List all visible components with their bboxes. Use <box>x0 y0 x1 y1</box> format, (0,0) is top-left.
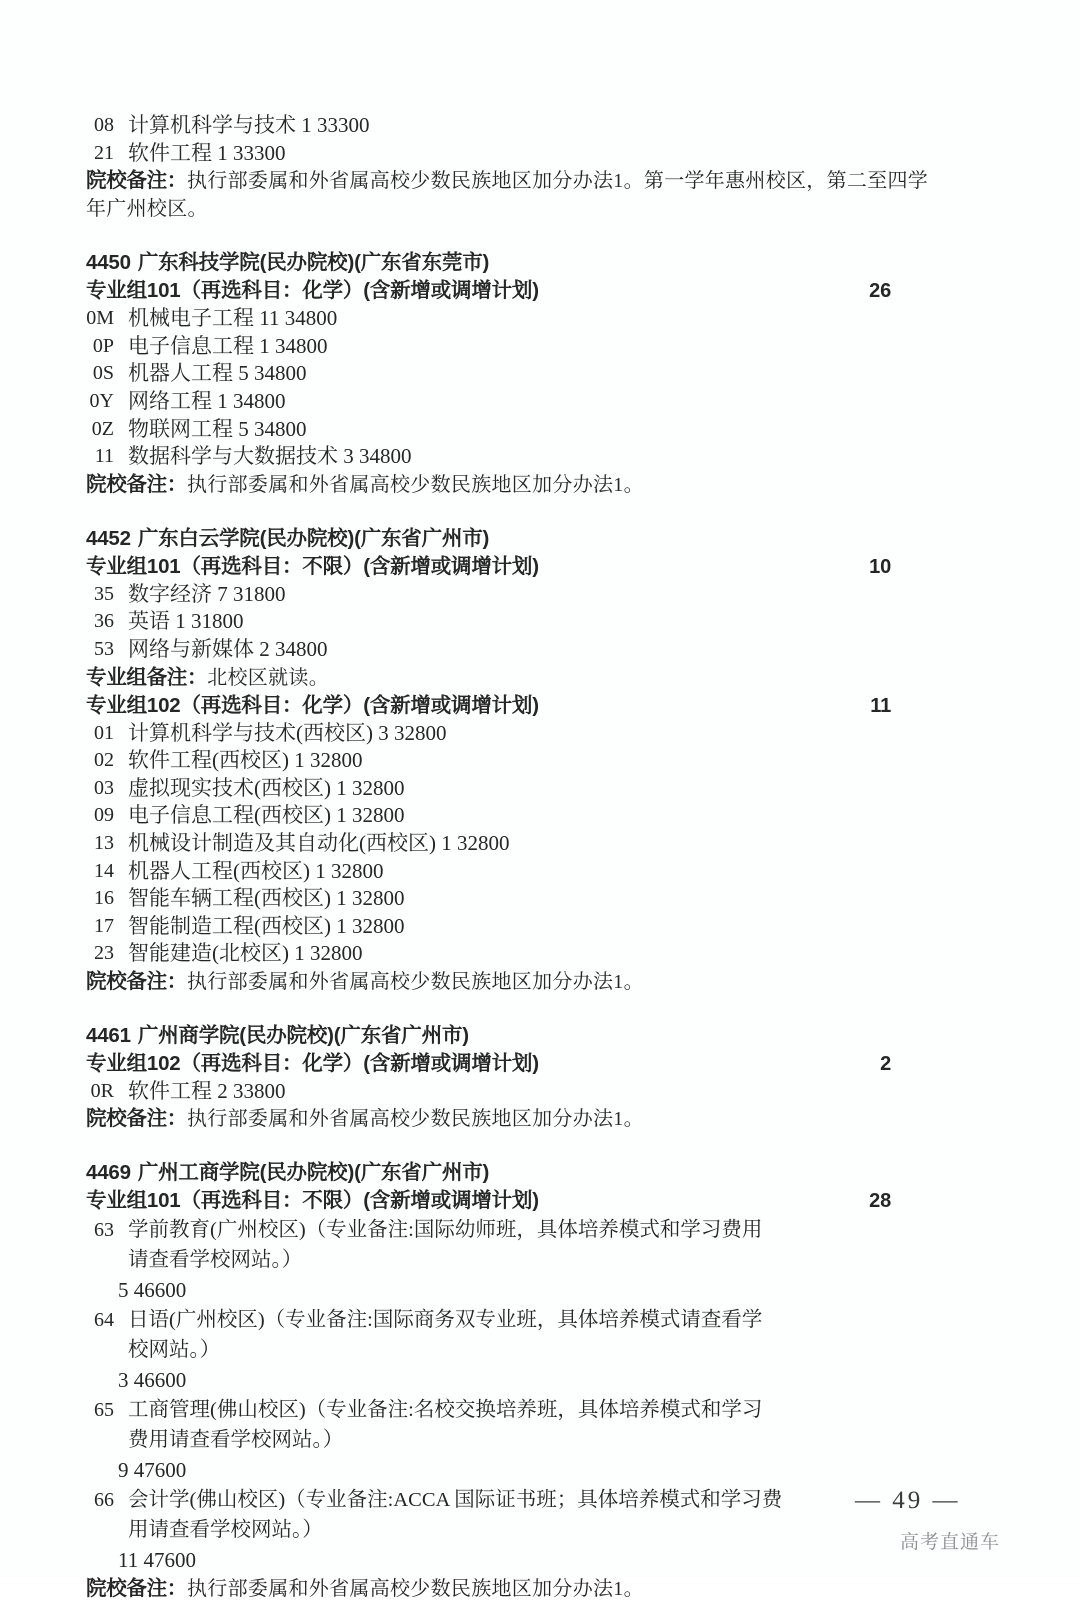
school-block-4469 <box>86 1159 994 1603</box>
major-name <box>118 1485 828 1545</box>
major-fee: 46600 <box>133 1278 187 1303</box>
major-code: 09 <box>94 804 114 827</box>
major-count: 5 <box>118 1278 129 1303</box>
major-fee: 33800 <box>233 1078 286 1103</box>
major-row <box>86 858 994 886</box>
major-count: 1 <box>217 388 228 413</box>
major-name: 机械电子工程 <box>128 306 254 331</box>
major-row <box>86 360 994 388</box>
major-fee: 47600 <box>143 1548 196 1573</box>
major-fee: 34800 <box>254 416 307 441</box>
major-code: 03 <box>94 776 114 799</box>
group-title: 专业组101（再选科目：化学）(含新增或调增计划) <box>86 279 539 303</box>
major-code: 08 <box>94 114 114 136</box>
school-note <box>86 167 986 223</box>
major-code: 66 <box>94 1489 114 1512</box>
major-code: 14 <box>94 859 114 882</box>
school-note-label: 院校备注： <box>86 472 187 496</box>
group-title: 专业组101（再选科目：不限）(含新增或调增计划) <box>86 1189 539 1213</box>
major-code: 0S <box>92 362 114 385</box>
group-note-label: 专业组备注： <box>86 665 208 689</box>
major-code: 0Y <box>89 389 114 412</box>
major-code: 23 <box>94 942 114 965</box>
school-note <box>86 1105 986 1133</box>
group-title: 专业组102（再选科目：化学）(含新增或调增计划) <box>86 1051 539 1075</box>
school-code: 4450 <box>86 251 131 275</box>
major-row <box>86 940 994 968</box>
major-fee: 33300 <box>317 113 370 137</box>
major-name: 数据科学与大数据技术 <box>128 444 338 469</box>
major-name: 机器人工程(西校区) <box>128 858 310 883</box>
school-note-text: 执行部委属和外省属高校少数民族地区加分办法1。 <box>187 1578 644 1601</box>
major-row <box>86 305 994 333</box>
major-row <box>86 802 994 830</box>
major-name: 软件工程 <box>128 140 212 165</box>
major-fee: 32800 <box>352 913 405 938</box>
group-title: 专业组102（再选科目：化学）(含新增或调增计划) <box>86 693 539 717</box>
major-fee: 32800 <box>457 830 510 855</box>
major-name: 数字经济 <box>128 581 212 606</box>
school-block-4452 <box>86 525 994 996</box>
major-row <box>86 608 994 636</box>
watermark: 高考直通车 <box>900 1532 1001 1553</box>
major-name-line1: 工商管理(佛山校区)（专业备注:名校交换培养班，具体培养模式和学习 <box>128 1399 763 1422</box>
school-note <box>86 471 986 499</box>
major-name-line2: 用请查看学校网站。） <box>128 1519 323 1542</box>
major-name: 计算机科学与技术 <box>128 113 296 137</box>
major-fee: 33300 <box>233 140 286 165</box>
major-row <box>86 747 994 775</box>
major-name <box>118 1215 828 1275</box>
major-row <box>86 885 994 913</box>
major-count: 1 <box>301 113 312 137</box>
major-code: 64 <box>94 1309 114 1332</box>
school-code: 4452 <box>86 526 131 550</box>
continued-block <box>86 112 994 223</box>
major-count: 1 <box>441 830 452 855</box>
major-code: 63 <box>94 1219 114 1242</box>
major-count: 1 <box>294 748 305 773</box>
major-count: 1 <box>315 858 326 883</box>
major-row <box>86 388 994 416</box>
major-row <box>86 913 994 941</box>
school-code: 4461 <box>86 1023 131 1047</box>
major-code: 16 <box>94 887 114 910</box>
school-note-label: 院校备注： <box>86 169 187 193</box>
major-fee: 34800 <box>275 636 328 661</box>
major-name: 网络工程 <box>128 388 212 413</box>
major-code: 53 <box>94 637 114 660</box>
major-name: 机器人工程 <box>128 361 233 386</box>
major-count: 1 <box>336 913 347 938</box>
school-note-text: 执行部委属和外省属高校少数民族地区加分办法1。 <box>187 473 644 496</box>
school-note <box>86 1575 986 1603</box>
major-row <box>86 1305 994 1395</box>
school-note-label: 院校备注： <box>86 1577 187 1601</box>
major-count: 3 <box>343 444 354 469</box>
major-fee: 31800 <box>191 609 244 634</box>
major-count: 1 <box>336 775 347 800</box>
school-note <box>86 968 986 996</box>
major-code: 0R <box>90 1079 114 1102</box>
major-code: 0Z <box>91 417 114 440</box>
major-name: 物联网工程 <box>128 416 233 441</box>
group-header <box>86 277 994 305</box>
major-count: 3 <box>378 720 389 745</box>
major-row <box>86 443 994 471</box>
group-total: 10 <box>869 555 891 578</box>
major-count: 1 <box>336 803 347 828</box>
major-count: 1 <box>259 333 270 358</box>
school-header <box>86 525 994 553</box>
major-code: 01 <box>94 721 114 744</box>
major-count: 2 <box>217 1078 228 1103</box>
major-name-line2: 请查看学校网站。） <box>128 1249 303 1272</box>
school-header <box>86 249 994 277</box>
major-count: 9 <box>118 1458 129 1483</box>
group-total: 26 <box>869 280 891 303</box>
school-header <box>86 1022 994 1050</box>
major-name: 英语 <box>128 609 170 634</box>
major-row <box>86 333 994 361</box>
major-fee: 34800 <box>233 388 286 413</box>
major-count: 7 <box>217 581 228 606</box>
major-fee: 34800 <box>275 333 328 358</box>
major-code: 11 <box>94 445 114 468</box>
major-code: 02 <box>94 749 114 772</box>
major-code: 0P <box>92 334 114 357</box>
group-header <box>86 1187 994 1215</box>
major-fee: 32800 <box>352 775 405 800</box>
group-total: 28 <box>869 1190 891 1213</box>
major-row <box>86 775 994 803</box>
major-count: 11 <box>118 1548 139 1573</box>
major-row <box>86 581 994 609</box>
major-name-line2: 费用请查看学校网站。） <box>128 1429 344 1452</box>
major-fee: 32800 <box>394 720 447 745</box>
major-row <box>86 1078 994 1106</box>
major-count: 11 <box>259 306 280 331</box>
school-block-4450 <box>86 249 994 499</box>
school-name: 广东白云学院(民办院校)(广东省广州市) <box>137 526 490 550</box>
group-total: 2 <box>880 1052 891 1075</box>
major-name: 软件工程(西校区) <box>128 748 289 773</box>
school-note-text: 执行部委属和外省属高校少数民族地区加分办法1。 <box>187 1108 644 1131</box>
major-code: 35 <box>94 582 114 605</box>
group-header <box>86 692 994 720</box>
major-count: 1 <box>175 609 186 634</box>
school-name: 广州商学院(民办院校)(广东省广州市) <box>137 1023 469 1047</box>
major-count: 1 <box>217 140 228 165</box>
major-name-line1: 学前教育(广州校区)（专业备注:国际幼师班，具体培养模式和学习费用 <box>128 1219 763 1242</box>
major-row <box>86 140 994 168</box>
major-name: 智能建造(北校区) <box>128 941 289 966</box>
group-note-text: 北校区就读。 <box>207 666 330 689</box>
school-name: 广州工商学院(民办院校)(广东省广州市) <box>137 1161 490 1185</box>
school-note-text: 执行部委属和外省属高校少数民族地区加分办法1。 <box>187 970 644 993</box>
major-row <box>86 112 994 140</box>
school-note-text: 执行部委属和外省属高校少数民族地区加分办法1。第一学年惠州校区，第二至四学 <box>187 170 929 193</box>
major-code: 21 <box>94 141 114 164</box>
major-fee: 32800 <box>352 803 405 828</box>
major-code: 17 <box>94 914 114 937</box>
school-name: 广东科技学院(民办院校)(广东省东莞市) <box>137 251 490 275</box>
major-fee: 34800 <box>254 361 307 386</box>
major-name <box>118 1395 828 1455</box>
school-code: 4469 <box>86 1161 131 1185</box>
major-name: 虚拟现实技术(西校区) <box>128 775 331 800</box>
major-fee: 32800 <box>352 886 405 911</box>
school-note-label: 院校备注： <box>86 1107 187 1131</box>
major-row <box>86 720 994 748</box>
major-count: 1 <box>336 886 347 911</box>
block-separator <box>86 499 994 515</box>
major-name <box>118 1305 828 1365</box>
major-fee: 34800 <box>359 444 412 469</box>
major-row <box>86 1215 994 1305</box>
major-fee: 47600 <box>133 1458 187 1483</box>
group-note <box>86 664 986 692</box>
major-count: 1 <box>294 941 305 966</box>
major-count: 5 <box>238 416 249 441</box>
major-name: 电子信息工程 <box>128 333 254 358</box>
major-name: 计算机科学与技术(西校区) <box>128 720 373 745</box>
major-name-line1: 会计学(佛山校区)（专业备注:ACCA 国际证书班；具体培养模式和学习费 <box>128 1489 783 1512</box>
major-code: 13 <box>94 831 114 854</box>
major-code: 36 <box>94 610 114 633</box>
major-name: 智能车辆工程(西校区) <box>128 886 331 911</box>
major-name: 网络与新媒体 <box>128 636 254 661</box>
group-header <box>86 553 994 581</box>
school-header <box>86 1159 994 1187</box>
major-name: 机械设计制造及其自动化(西校区) <box>128 830 436 855</box>
block-separator <box>86 996 994 1012</box>
major-name-line2: 校网站。） <box>128 1339 221 1362</box>
major-count: 3 <box>118 1368 129 1393</box>
block-separator <box>86 223 994 239</box>
school-note-text-continued: 年广州校区。 <box>86 198 208 221</box>
major-fee: 32800 <box>331 858 384 883</box>
major-name: 智能制造工程(西校区) <box>128 913 331 938</box>
major-fee: 34800 <box>284 306 338 331</box>
major-name: 电子信息工程(西校区) <box>128 803 331 828</box>
major-name: 软件工程 <box>128 1078 212 1103</box>
major-row <box>86 1395 994 1485</box>
major-row <box>86 416 994 444</box>
school-note-label: 院校备注： <box>86 969 187 993</box>
page-number: — 49 — <box>855 1487 961 1514</box>
group-title: 专业组101（再选科目：不限）(含新增或调增计划) <box>86 554 539 578</box>
block-separator <box>86 1133 994 1149</box>
group-total: 11 <box>870 694 891 717</box>
major-code: 65 <box>94 1399 114 1422</box>
school-block-4461 <box>86 1022 994 1134</box>
major-row <box>86 636 994 664</box>
major-count: 2 <box>259 636 270 661</box>
major-count: 5 <box>238 361 249 386</box>
major-fee: 32800 <box>310 748 363 773</box>
major-fee: 31800 <box>233 581 286 606</box>
major-name-line1: 日语(广州校区)（专业备注:国际商务双专业班，具体培养模式请查看学 <box>128 1309 763 1332</box>
document-content <box>86 112 994 1603</box>
major-code: 0M <box>86 307 114 330</box>
major-row <box>86 830 994 858</box>
major-fee: 32800 <box>310 941 363 966</box>
major-fee: 46600 <box>133 1368 187 1393</box>
group-header <box>86 1050 994 1078</box>
